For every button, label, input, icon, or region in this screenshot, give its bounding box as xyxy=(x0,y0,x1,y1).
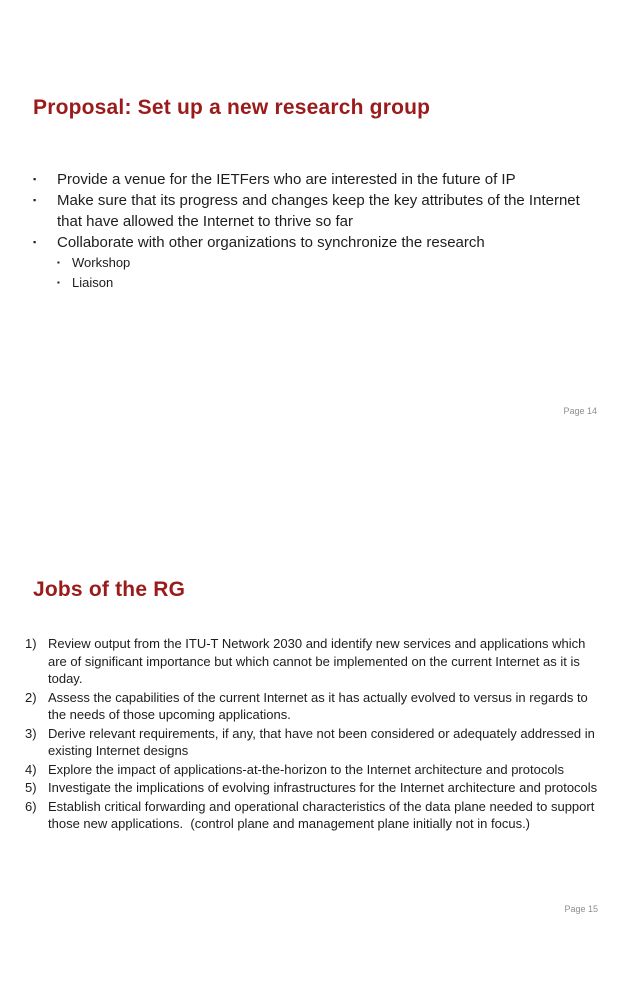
bullet-text: Collaborate with other organizations to synchronize the research xyxy=(57,234,485,251)
bullet-square-icon: ▪ xyxy=(33,195,37,205)
bullet-square-icon: ▪ xyxy=(57,278,60,287)
slide-page-14 xyxy=(0,0,640,494)
numbered-item xyxy=(25,635,606,688)
page-number-14: Page 14 xyxy=(563,406,597,416)
numbered-item xyxy=(25,779,606,797)
numbered-item xyxy=(25,725,606,760)
item-text: Assess the capabilities of the current Internet as it has actually evolved to versus in regards to the needs of those upcoming applications. xyxy=(48,689,592,722)
slide1-title: Proposal: Set up a new research group xyxy=(33,96,431,119)
page-number-15: Page 15 xyxy=(564,904,598,914)
slide2-numbered-list xyxy=(25,635,606,834)
item-number: 4) xyxy=(25,761,37,777)
item-text: Explore the impact of applications-at-the-horizon to the Internet architecture and protocols xyxy=(48,761,564,777)
bullet-square-icon: ▪ xyxy=(33,174,37,184)
bullet-item xyxy=(33,169,598,190)
item-text: Review output from the ITU-T Network 2030 and identify new services and applications which are of significant importance but which cannot be implemented on the current Internet as it is today. xyxy=(48,636,589,686)
slide2-title: Jobs of the RG xyxy=(33,578,186,601)
slide1-sub-bullet-list xyxy=(57,253,598,293)
numbered-item xyxy=(25,761,606,779)
bullet-item xyxy=(33,232,598,253)
item-number: 1) xyxy=(25,636,37,651)
numbered-item xyxy=(25,798,606,833)
item-text: Establish critical forwarding and operational characteristics of the data plane needed to support those new applications. (control plane and management plane initially not in focus.) xyxy=(48,798,598,831)
sub-bullet-text: Workshop xyxy=(72,255,131,270)
sub-bullet-item xyxy=(57,253,598,273)
item-number: 6) xyxy=(25,798,37,814)
item-text: Investigate the implications of evolving infrastructures for the Internet architecture and protocols xyxy=(48,780,598,795)
numbered-item xyxy=(25,689,606,724)
bullet-item xyxy=(33,190,598,232)
bullet-text: Provide a venue for the IETFers who are interested in the future of IP xyxy=(57,171,516,188)
item-text: Derive relevant requirements, if any, that have not been considered or adequately addressed in existing Internet designs xyxy=(48,725,599,758)
sub-bullet-item xyxy=(57,273,598,293)
slide-page-15 xyxy=(0,494,640,989)
bullet-square-icon: ▪ xyxy=(57,258,60,267)
item-number: 2) xyxy=(25,689,37,705)
sub-bullet-text: Liaison xyxy=(72,275,114,290)
bullet-square-icon: ▪ xyxy=(33,237,37,247)
item-number: 3) xyxy=(25,725,37,741)
bullet-text: Make sure that its progress and changes keep the key attributes of the Internet that have allowed the Internet to thrive so far xyxy=(57,192,584,230)
slide1-bullet-list xyxy=(33,169,598,293)
item-number: 5) xyxy=(25,780,37,795)
